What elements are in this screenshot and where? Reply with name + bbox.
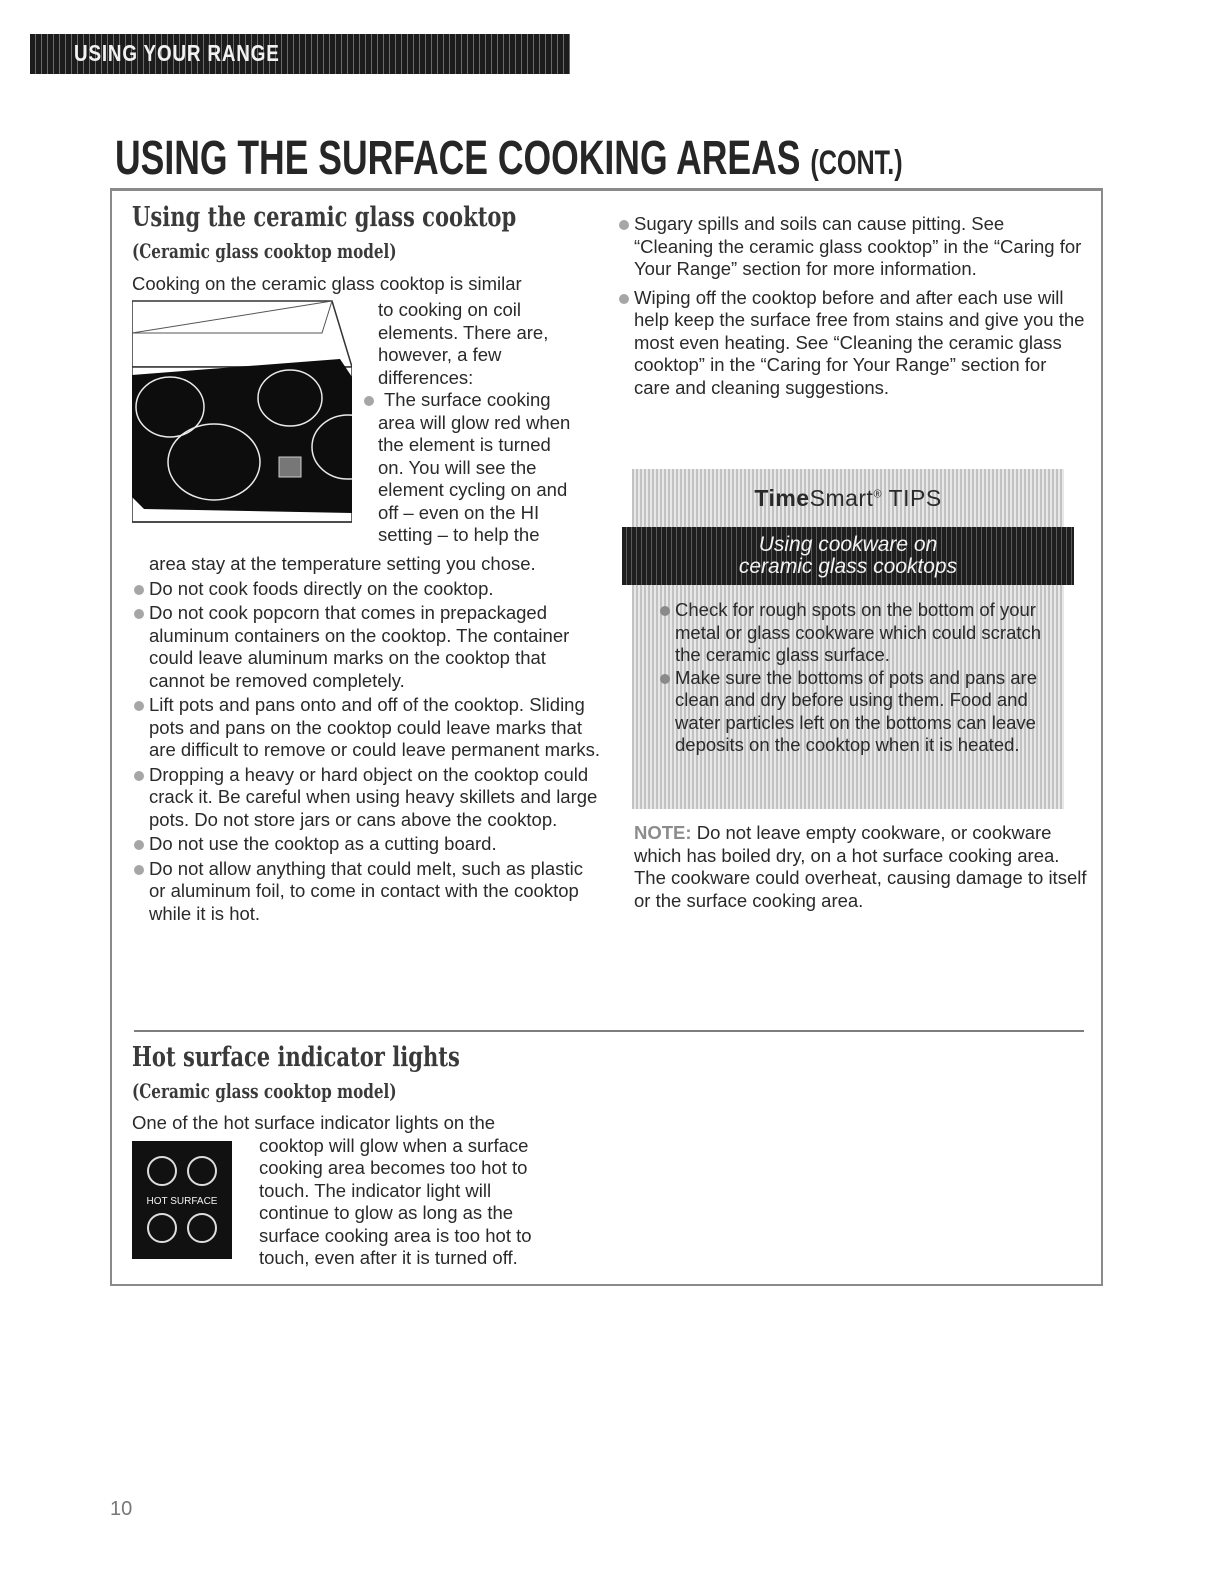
tips-title <box>754 485 941 512</box>
bullet-text: Dropping a heavy or hard object on the cooktop could crack it. Be careful when using heavy skillets and large pots. Do not store jars or cans above the cooktop. <box>149 763 598 830</box>
bullet-icon <box>134 585 144 595</box>
bullet-text: Do not allow anything that could melt, such as plastic or aluminum foil, to come in contact with the cooktop while it is hot. <box>149 857 583 924</box>
page-title-suffix: (CONT.) <box>810 144 903 182</box>
section-divider <box>134 1030 1084 1032</box>
list-item <box>132 602 602 692</box>
bullet-text: Do not cook foods directly on the cooktop. <box>149 577 494 599</box>
ceramic-wrap-bullet-line-5: off – even on the HI <box>378 501 540 523</box>
bullet-icon <box>660 606 670 616</box>
note-text: Do not leave empty cookware, or cookware which has boiled dry, on a hot surface cooking area. The cookware could overheat, causing damage to itself or the surface cooking area. <box>634 822 1087 911</box>
page-title-main: USING THE SURFACE COOKING AREAS <box>115 132 801 185</box>
ceramic-wrap-bullet-line-2: the element is turned <box>378 434 551 455</box>
ceramic-wrap-bullet-line-3: on. You will see the <box>378 456 537 478</box>
tips-band-line-2: ceramic glass cooktops <box>738 555 958 578</box>
hot-surface-heading: Hot surface indicator lights <box>132 1042 460 1073</box>
tips-brand-time: Time <box>754 485 810 511</box>
bullet-text: Wiping off the cooktop before and after each use will help keep the surface free from stains and give you the most even heating. See “Cleaning the ceramic glass cooktop” in the “Caring for Your Range” section for care and cleaning suggestions. <box>634 286 1085 398</box>
ceramic-intro-line-1: to cooking on coil <box>378 299 521 320</box>
ceramic-wrap-bullet-line-7: area stay at the temperature setting you chose. <box>149 553 536 574</box>
timesmart-tips-box <box>632 469 1064 809</box>
hot-surface-line-2: cooking area becomes too hot to <box>259 1157 528 1178</box>
bullet-text: Sugary spills and soils can cause pitting. See “Cleaning the ceramic glass cooktop” in the “Caring for Your Range” section for more information. <box>634 213 1082 279</box>
hot-surface-line-0: One of the hot surface indicator lights on the <box>132 1112 496 1133</box>
page-number: 10 <box>110 1498 133 1520</box>
bullet-icon <box>134 771 144 781</box>
list-item <box>132 833 602 856</box>
list-item <box>658 667 1058 757</box>
tips-brand-smart: Smart <box>809 485 874 511</box>
tips-label: TIPS <box>888 485 942 511</box>
ceramic-bullet-list <box>132 578 602 926</box>
bullet-icon <box>134 840 144 850</box>
ceramic-intro-line-4: differences: <box>378 366 474 388</box>
hot-surface-line-4: continue to glow as long as the <box>259 1202 514 1223</box>
list-item <box>658 599 1058 667</box>
tips-reg-mark: ® <box>873 488 883 501</box>
ceramic-intro-wrap <box>378 299 598 547</box>
ceramic-wrap-bullet-line-1: area will glow red when <box>378 411 571 433</box>
ceramic-wrap-bullet-line-0 <box>378 389 598 412</box>
list-item <box>617 213 1087 281</box>
ceramic-right-column <box>617 213 1087 399</box>
ceramic-bullets-block <box>132 553 602 925</box>
list-item <box>617 287 1087 400</box>
note-paragraph <box>634 822 1094 912</box>
ceramic-intro-line-3: however, a few <box>378 344 502 365</box>
hot-surface-line-3: touch. The indicator light will <box>259 1179 492 1201</box>
content-frame <box>110 188 1103 1286</box>
bullet-icon <box>619 294 629 304</box>
ceramic-wrap-bullet-line-6: setting – to help the <box>378 524 540 545</box>
list-item <box>132 578 602 601</box>
ceramic-left-column <box>132 201 592 296</box>
ceramic-cooktop-illustration <box>132 297 352 537</box>
note-label: NOTE: <box>634 822 692 843</box>
bullet-icon <box>134 701 144 711</box>
hot-surface-line-5: surface cooking area is too hot to <box>259 1224 532 1246</box>
list-item <box>132 764 602 832</box>
hot-surface-line-1: cooktop will glow when a surface <box>259 1134 529 1156</box>
bullet-icon <box>660 674 670 684</box>
section-banner <box>30 34 570 74</box>
page-title <box>115 131 903 191</box>
bullet-icon <box>619 220 629 230</box>
wrap-bullet-text-0: The surface cooking <box>384 389 551 410</box>
note-block <box>634 822 1094 912</box>
bullet-icon <box>134 865 144 875</box>
hot-surface-panel-label: HOT SURFACE <box>146 1196 218 1207</box>
ceramic-intro-line-2: elements. There are, <box>378 321 549 343</box>
bullet-icon <box>134 609 144 619</box>
hot-surface-indicator-illustration <box>132 1141 232 1259</box>
banner-label: USING YOUR RANGE <box>74 40 280 66</box>
tips-band <box>622 527 1074 585</box>
tips-list <box>658 599 1058 757</box>
list-item <box>132 694 602 762</box>
tips-band-line-1: Using cookware on <box>758 533 938 556</box>
ceramic-wrap-bullet-line-4: element cycling on and <box>378 479 568 500</box>
bullet-text: Lift pots and pans onto and off of the cooktop. Sliding pots and pans on the cooktop could leave marks that are difficult to remove or could leave permanent marks. <box>149 694 601 760</box>
bullet-text: Do not cook popcorn that comes in prepackaged aluminum containers on the cooktop. The container could leave aluminum marks on the cooktop that cannot be removed completely. <box>149 602 570 691</box>
tip-text: Make sure the bottoms of pots and pans are clean and dry before using them. Food and water particles left on the bottoms can leave deposits on the cooktop when it is heated. <box>675 666 1037 755</box>
ceramic-subheading: (Ceramic glass cooktop model) <box>132 239 397 263</box>
ceramic-heading: Using the ceramic glass cooktop <box>132 202 517 233</box>
ceramic-intro-line-0: Cooking on the ceramic glass cooktop is similar <box>132 273 522 294</box>
ceramic-right-bullet-list <box>617 213 1087 399</box>
tips-header <box>632 469 1064 527</box>
list-item <box>132 858 602 926</box>
hot-surface-subheading: (Ceramic glass cooktop model) <box>132 1079 397 1103</box>
hot-surface-line-6: touch, even after it is turned off. <box>259 1247 518 1268</box>
tips-band-text <box>698 534 998 578</box>
tip-text: Check for rough spots on the bottom of your metal or glass cookware which could scratch the ceramic glass surface. <box>675 599 1042 665</box>
bullet-text: Do not use the cooktop as a cutting board. <box>149 833 497 854</box>
